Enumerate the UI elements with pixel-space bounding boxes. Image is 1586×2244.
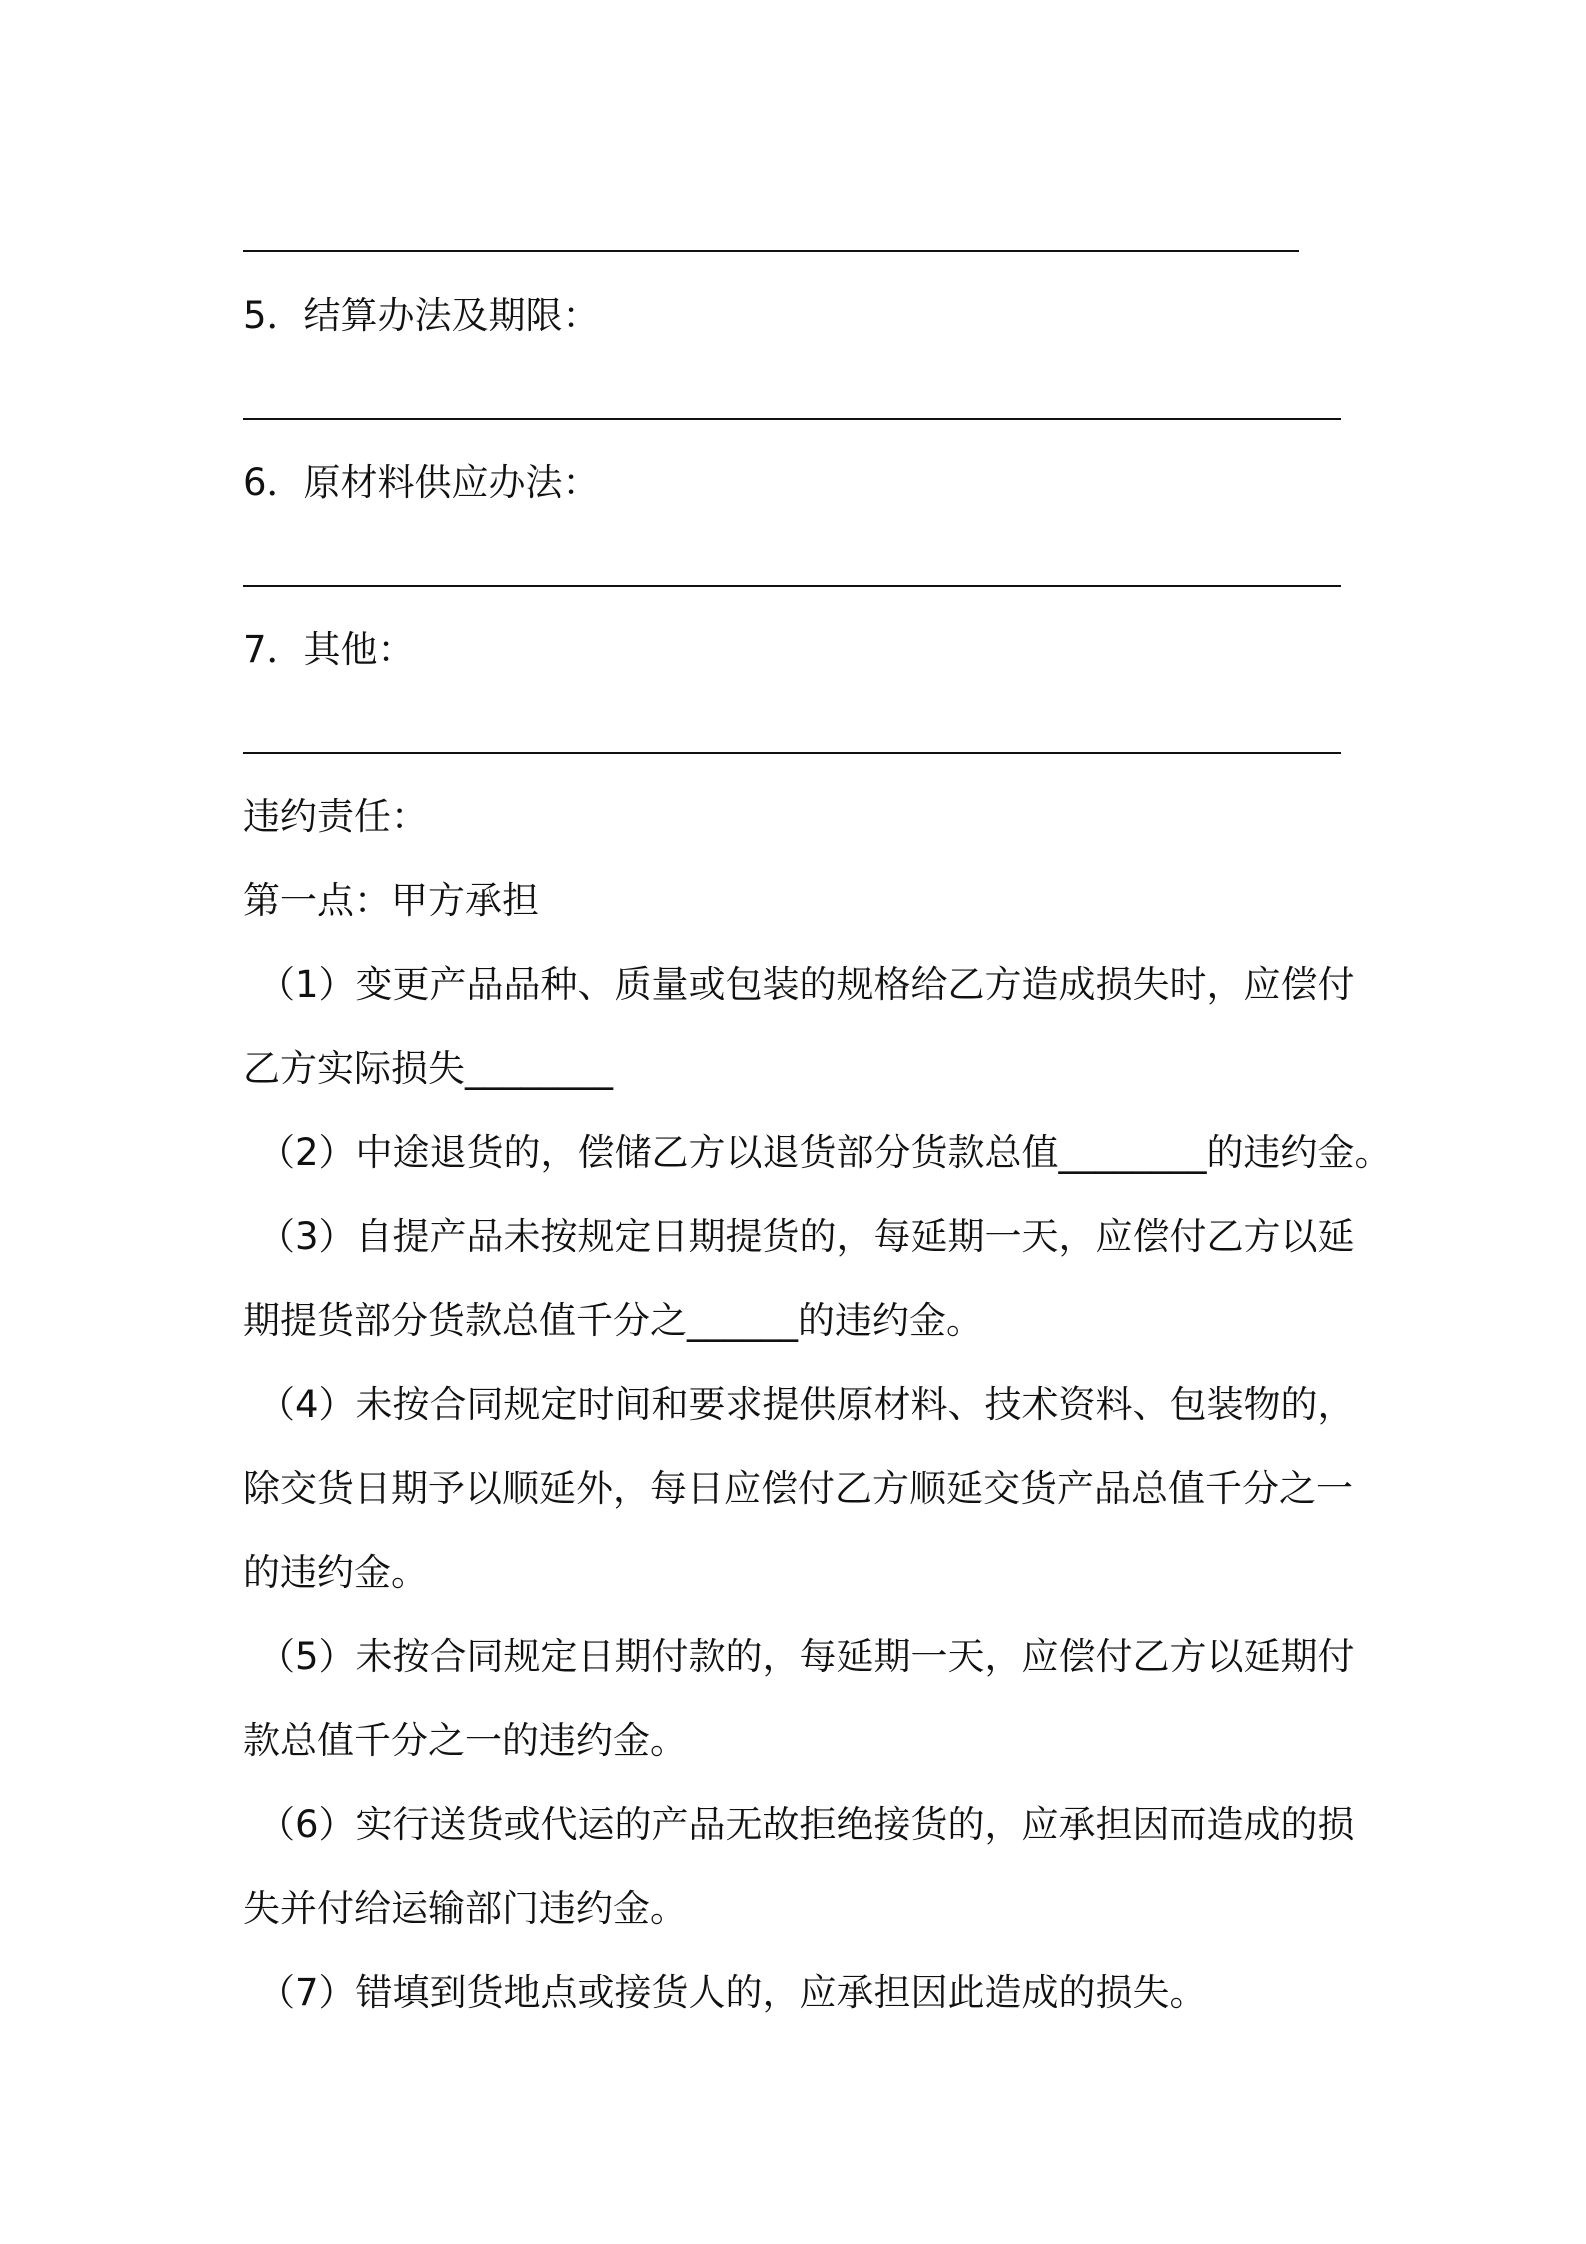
clause-4-line-1: （4）未按合同规定时间和要求提供原材料、技术资料、包装物的， [258,1383,1355,1426]
clause-4-line-2: 除交货日期予以顺延外，每日应偿付乙方顺延交货产品总值千分之一 [243,1467,1353,1510]
clause-7-line-1: （7）错填到货地点或接货人的，应承担因此造成的损失。 [258,1971,1207,2014]
section-7-label: 7．其他： [243,628,415,671]
clause-6-line-1: （6）实行送货或代运的产品无故拒绝接货的，应承担因而造成的损 [258,1803,1355,1846]
blank-fill-line [243,250,1299,252]
party-a-heading: 第一点：甲方承担 [243,879,539,922]
clause-5-line-2: 款总值千分之一的违约金。 [243,1719,687,1762]
clause-4-line-3: 的违约金。 [243,1551,428,1594]
liability-heading: 违约责任： [243,795,428,838]
clause-3-line-1: （3）自提产品未按规定日期提货的，每延期一天，应偿付乙方以延 [258,1215,1355,1258]
clause-6-line-2: 失并付给运输部门违约金。 [243,1887,687,1930]
clause-1-line-2: 乙方实际损失________ [243,1047,613,1090]
section-6-label: 6．原材料供应办法： [243,461,600,504]
clause-2-line-1: （2）中途退货的，偿储乙方以退货部分货款总值________的违约金。 [258,1131,1392,1174]
section-7-blank-line [243,752,1341,754]
clause-3-line-2: 期提货部分货款总值千分之______的违约金。 [243,1299,983,1342]
clause-1-line-1: （1）变更产品品种、质量或包装的规格给乙方造成损失时，应偿付 [258,963,1355,1006]
section-5-blank-line [243,418,1341,420]
clause-5-line-1: （5）未按合同规定日期付款的，每延期一天，应偿付乙方以延期付 [258,1635,1355,1678]
section-5-label: 5．结算办法及期限： [243,294,600,337]
section-6-blank-line [243,585,1341,587]
